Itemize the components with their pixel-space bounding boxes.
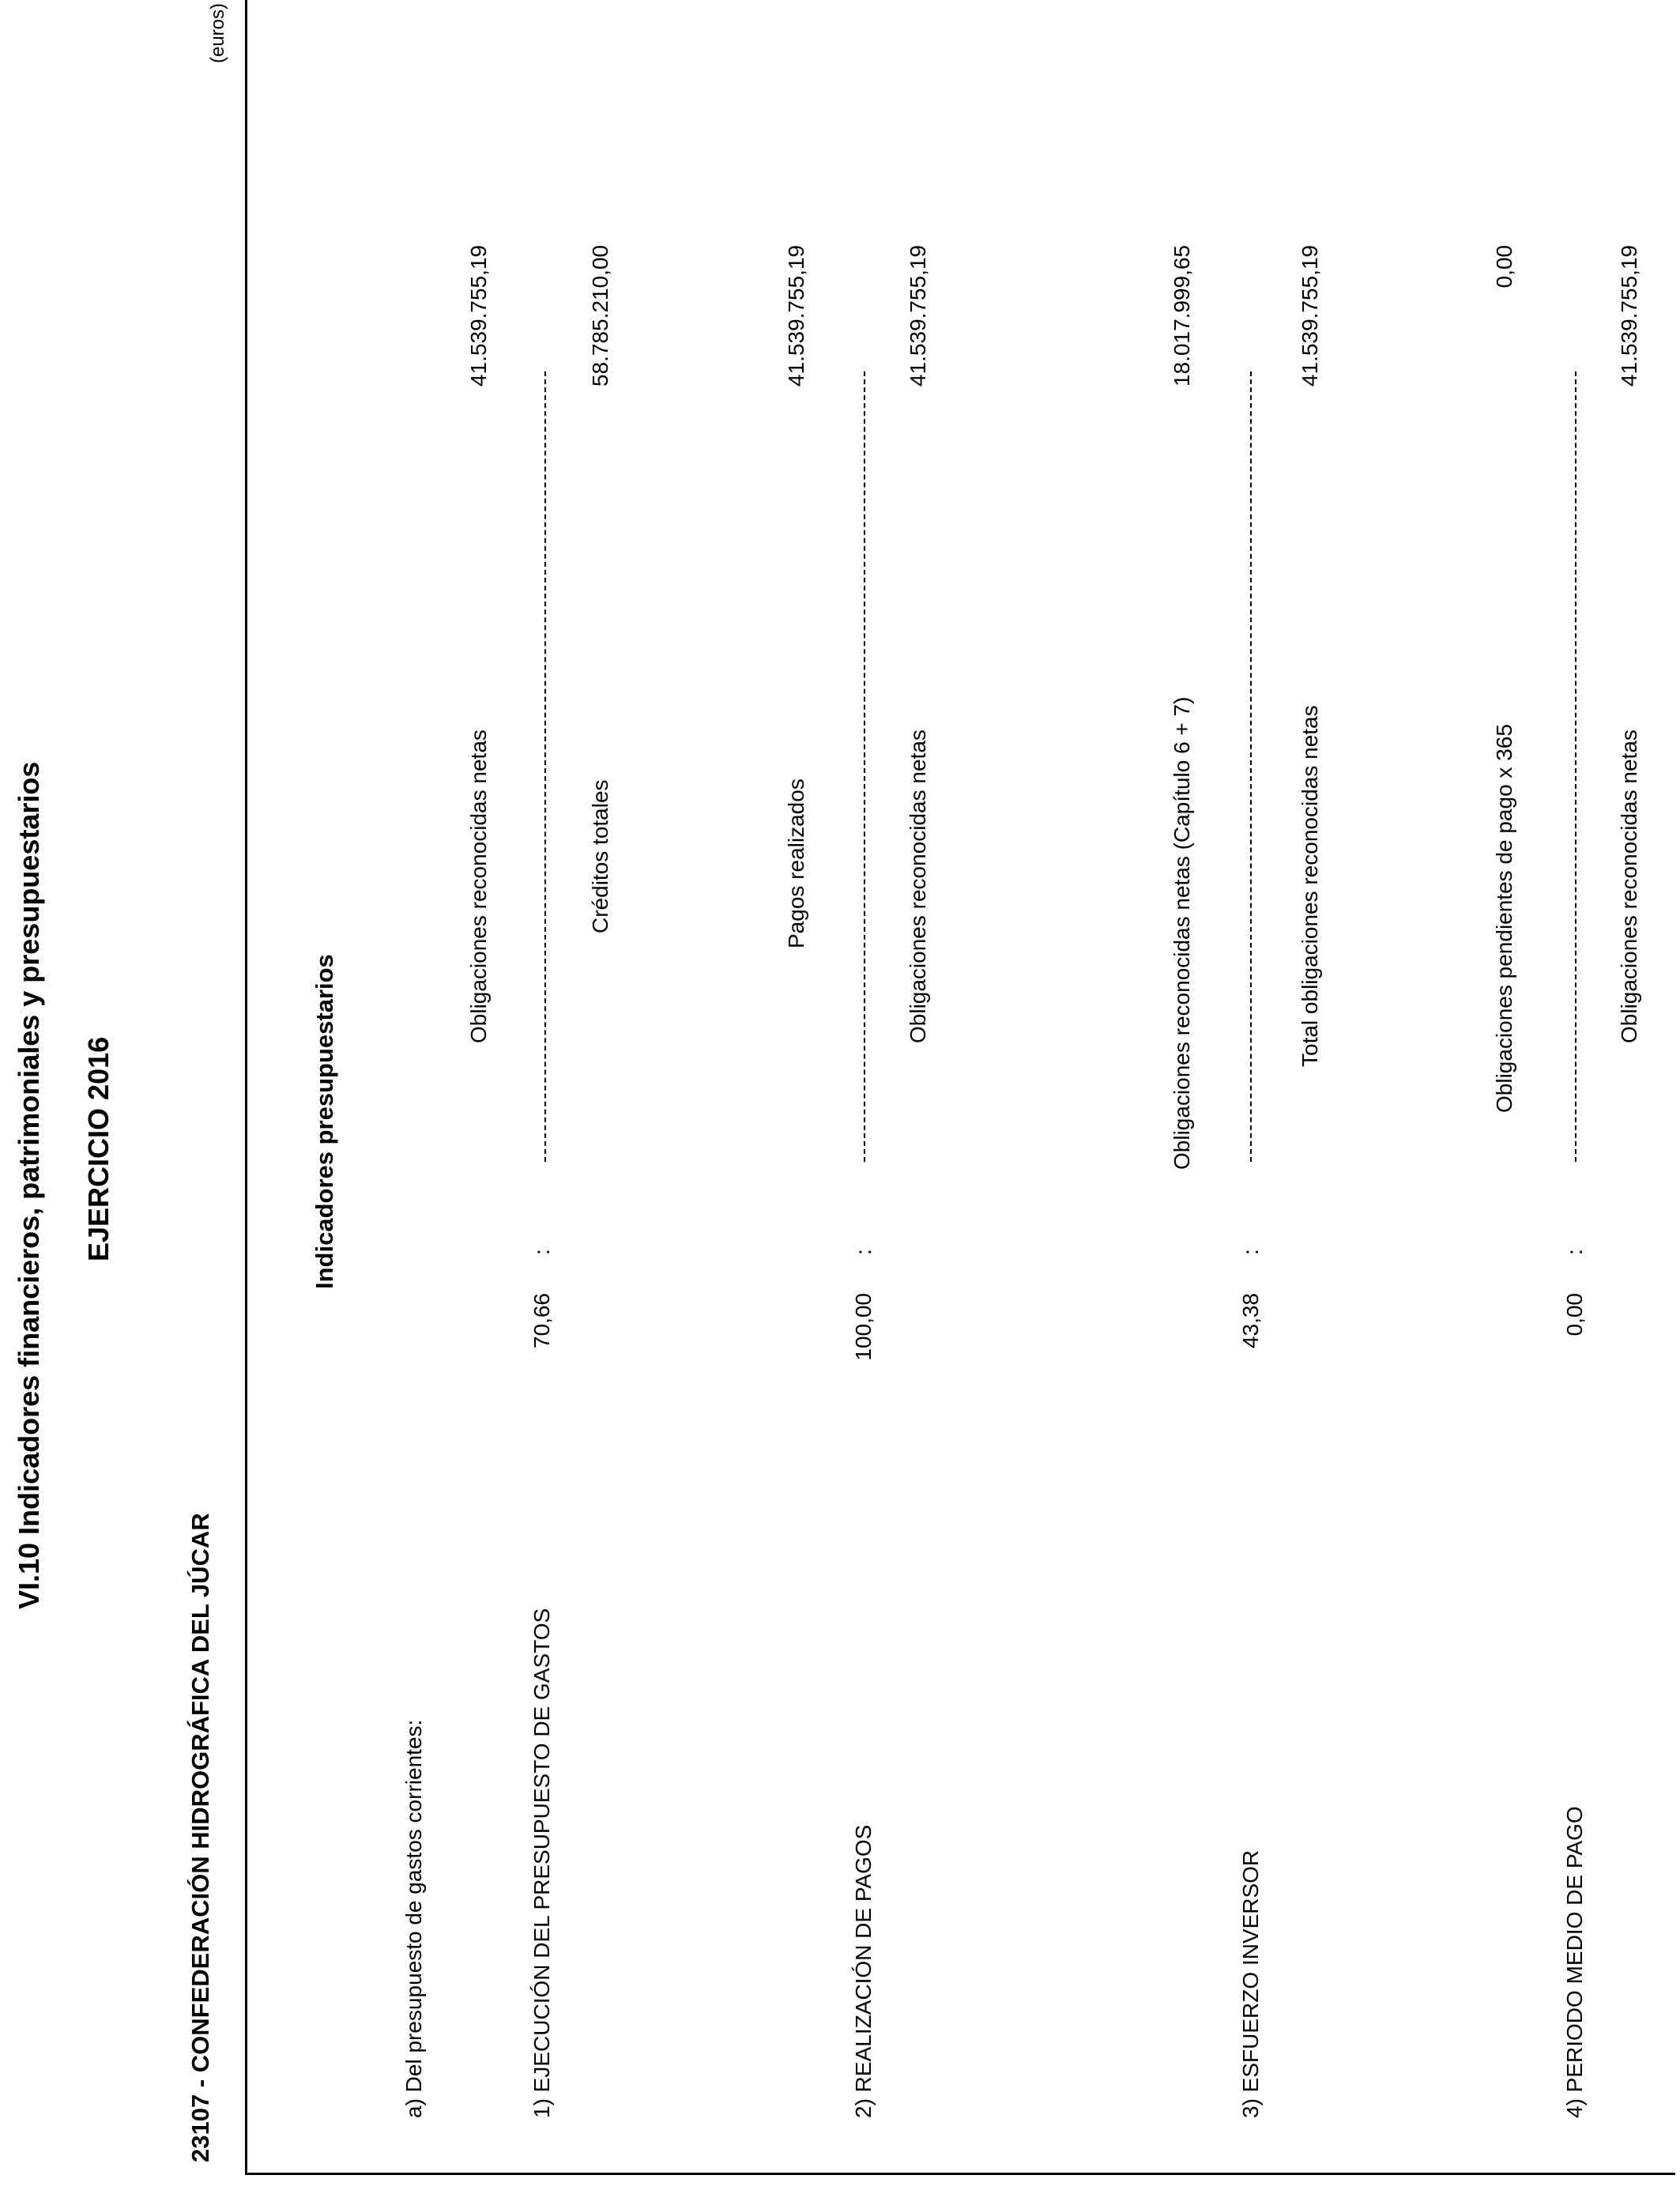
denominator-label: Total obligaciones reconocidas netas bbox=[1298, 705, 1322, 1067]
denominator-value: 41.539.755,19 bbox=[1298, 245, 1322, 387]
indicator-name: 2) REALIZACIÓN DE PAGOS bbox=[851, 1824, 876, 2118]
indicator-name: 1) EJECUCIÓN DEL PRESUPUESTO DE GASTOS bbox=[529, 1608, 554, 2118]
denominator-label: Obligaciones reconocidas netas bbox=[906, 729, 930, 1043]
currency-unit: (euros) bbox=[207, 2, 228, 63]
numerator-value: 41.539.755,19 bbox=[466, 245, 491, 387]
numerator-value: 18.017.999,65 bbox=[1170, 245, 1194, 387]
section-subheading: a) Del presupuesto de gastos corrientes: bbox=[401, 1719, 426, 2118]
numerator-label: Obligaciones reconocidas netas bbox=[466, 729, 491, 1043]
fraction-line bbox=[544, 371, 546, 1162]
indicator-name: 4) PERIODO MEDIO DE PAGO bbox=[1562, 1806, 1587, 2118]
top-rule bbox=[245, 0, 247, 2175]
left-rule bbox=[245, 2173, 1675, 2175]
numerator-label: Obligaciones reconocidas netas (Capítulo 6 + 7) bbox=[1170, 696, 1194, 1170]
denominator-value: 58.785.210,00 bbox=[588, 245, 612, 387]
section-heading: Indicadores presupuestarios bbox=[311, 954, 338, 1289]
indicator-colon: : bbox=[1238, 1249, 1263, 1255]
indicator-value: 0,00 bbox=[1562, 1293, 1587, 1336]
indicator-name: 3) ESFUERZO INVERSOR bbox=[1238, 1849, 1263, 2118]
denominator-value: 41.539.755,19 bbox=[1617, 245, 1641, 387]
numerator-value: 41.539.755,19 bbox=[784, 245, 808, 387]
numerator-value: 0,00 bbox=[1492, 245, 1516, 288]
entity-name: 23107 - CONFEDERACIÓN HIDROGRÁFICA DEL JÚCAR bbox=[186, 1513, 214, 2162]
fraction-line bbox=[1575, 371, 1576, 1162]
fraction-line bbox=[1250, 371, 1252, 1162]
exercise-year: EJERCICIO 2016 bbox=[82, 1036, 115, 1261]
denominator-label: Créditos totales bbox=[588, 779, 612, 933]
denominator-value: 41.539.755,19 bbox=[906, 245, 930, 387]
indicator-colon: : bbox=[529, 1249, 554, 1255]
indicator-value: 100,00 bbox=[851, 1293, 876, 1361]
denominator-label: Obligaciones reconocidas netas bbox=[1617, 729, 1641, 1043]
indicator-value: 70,66 bbox=[529, 1293, 554, 1349]
numerator-label: Pagos realizados bbox=[784, 778, 808, 948]
indicator-colon: : bbox=[1562, 1249, 1587, 1255]
numerator-label: Obligaciones pendientes de pago x 365 bbox=[1492, 724, 1516, 1113]
indicator-colon: : bbox=[851, 1249, 876, 1255]
report-title: VI.10 Indicadores financieros, patrimoniales y presupuestarios bbox=[13, 761, 45, 1609]
fraction-line bbox=[864, 371, 865, 1162]
indicator-value: 43,38 bbox=[1238, 1293, 1263, 1349]
